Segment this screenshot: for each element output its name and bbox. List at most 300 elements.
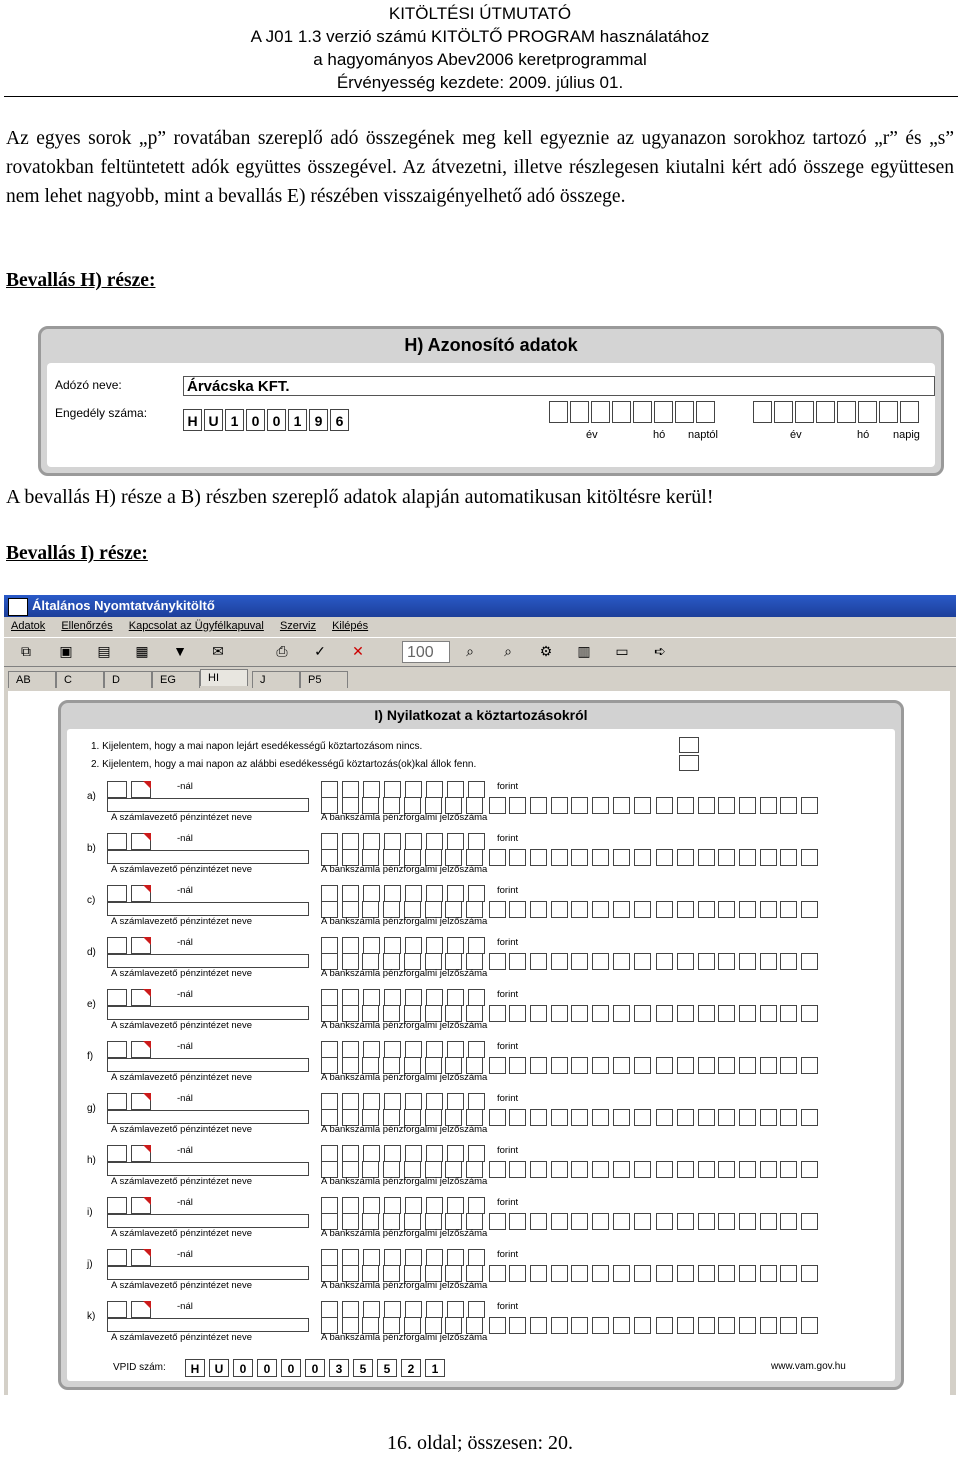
date-cell[interactable] <box>753 401 772 423</box>
amount-digit[interactable] <box>426 1301 443 1318</box>
account-digit[interactable] <box>656 797 673 814</box>
account-digit[interactable] <box>489 953 506 970</box>
amount-digit[interactable] <box>468 781 485 798</box>
bank-name-field[interactable] <box>107 1162 309 1176</box>
amount-digit[interactable] <box>363 1301 380 1318</box>
amount-digit[interactable] <box>468 1145 485 1162</box>
bank-code-box[interactable] <box>131 1249 151 1266</box>
amount-digit[interactable] <box>405 1145 422 1162</box>
amount-digit[interactable] <box>363 885 380 902</box>
account-digit[interactable] <box>718 1057 735 1074</box>
account-digit[interactable] <box>592 1161 609 1178</box>
arrow-icon[interactable]: ➪ <box>654 643 666 659</box>
bank-code-box[interactable] <box>131 1301 151 1318</box>
amount-digit[interactable] <box>447 1249 464 1266</box>
tab-ab[interactable]: AB <box>8 671 56 688</box>
account-digit[interactable] <box>718 849 735 866</box>
account-digit[interactable] <box>592 1109 609 1126</box>
amount-digit[interactable] <box>405 989 422 1006</box>
account-digit[interactable] <box>509 849 526 866</box>
menu-kapcsolat[interactable]: Kapcsolat az Ügyfélkapuval <box>128 620 264 632</box>
account-digit[interactable] <box>801 1005 818 1022</box>
account-digit[interactable] <box>634 797 651 814</box>
bank-name-field[interactable] <box>107 798 309 812</box>
account-digit[interactable] <box>613 1005 630 1022</box>
amount-digit[interactable] <box>363 989 380 1006</box>
amount-digit[interactable] <box>405 1041 422 1058</box>
bank-code-box[interactable] <box>107 1301 127 1318</box>
amount-digit[interactable] <box>321 1249 338 1266</box>
date-cell[interactable] <box>837 401 856 423</box>
amount-digit[interactable] <box>384 885 401 902</box>
filter-icon[interactable]: ▼ <box>173 643 187 659</box>
amount-digit[interactable] <box>363 1249 380 1266</box>
amount-digit[interactable] <box>342 1093 359 1110</box>
amount-digit[interactable] <box>468 1249 485 1266</box>
amount-digit[interactable] <box>384 1197 401 1214</box>
engedely-char[interactable]: 1 <box>288 409 307 431</box>
amount-digit[interactable] <box>321 1145 338 1162</box>
menu-adatok[interactable]: Adatok <box>11 620 46 632</box>
account-digit[interactable] <box>634 1005 651 1022</box>
account-digit[interactable] <box>489 1161 506 1178</box>
account-digit[interactable] <box>509 1317 526 1334</box>
account-digit[interactable] <box>551 953 568 970</box>
account-digit[interactable] <box>739 797 756 814</box>
account-digit[interactable] <box>634 1265 651 1282</box>
vpid-char[interactable]: 0 <box>305 1359 325 1377</box>
bank-name-field[interactable] <box>107 1110 309 1124</box>
account-digit[interactable] <box>656 1317 673 1334</box>
account-digit[interactable] <box>613 1109 630 1126</box>
date-cell[interactable] <box>633 401 652 423</box>
account-digit[interactable] <box>677 1265 694 1282</box>
account-digit[interactable] <box>551 1109 568 1126</box>
account-digit[interactable] <box>530 1317 547 1334</box>
amount-digit[interactable] <box>321 781 338 798</box>
amount-digit[interactable] <box>384 937 401 954</box>
account-digit[interactable] <box>718 901 735 918</box>
amount-digit[interactable] <box>447 781 464 798</box>
account-digit[interactable] <box>571 1265 588 1282</box>
account-digit[interactable] <box>677 1005 694 1022</box>
amount-digit[interactable] <box>468 1197 485 1214</box>
declaration-1-checkbox[interactable] <box>679 737 699 753</box>
account-digit[interactable] <box>489 1265 506 1282</box>
account-digit[interactable] <box>509 901 526 918</box>
account-digit[interactable] <box>698 1109 715 1126</box>
amount-digit[interactable] <box>363 937 380 954</box>
account-digit[interactable] <box>489 901 506 918</box>
account-digit[interactable] <box>739 1265 756 1282</box>
engedely-char[interactable]: H <box>183 409 202 431</box>
amount-digit[interactable] <box>384 1301 401 1318</box>
date-cell[interactable] <box>675 401 694 423</box>
copy-icon[interactable]: ⧉ <box>21 643 31 659</box>
account-digit[interactable] <box>613 849 630 866</box>
amount-digit[interactable] <box>342 1301 359 1318</box>
bank-code-box[interactable] <box>131 781 151 798</box>
account-digit[interactable] <box>780 1109 797 1126</box>
vpid-char[interactable]: U <box>209 1359 229 1377</box>
amount-digit[interactable] <box>405 885 422 902</box>
amount-digit[interactable] <box>405 1249 422 1266</box>
amount-digit[interactable] <box>468 833 485 850</box>
amount-digit[interactable] <box>405 937 422 954</box>
account-digit[interactable] <box>801 1213 818 1230</box>
date-cell[interactable] <box>774 401 793 423</box>
vpid-char[interactable]: 3 <box>329 1359 349 1377</box>
account-digit[interactable] <box>571 1213 588 1230</box>
date-cell[interactable] <box>879 401 898 423</box>
amount-digit[interactable] <box>342 781 359 798</box>
account-digit[interactable] <box>780 797 797 814</box>
amount-digit[interactable] <box>405 1197 422 1214</box>
bank-name-field[interactable] <box>107 1058 309 1072</box>
account-digit[interactable] <box>551 901 568 918</box>
account-digit[interactable] <box>551 1057 568 1074</box>
account-digit[interactable] <box>489 1317 506 1334</box>
account-digit[interactable] <box>571 1109 588 1126</box>
account-digit[interactable] <box>613 797 630 814</box>
account-digit[interactable] <box>698 901 715 918</box>
account-digit[interactable] <box>592 1213 609 1230</box>
bank-code-box[interactable] <box>131 1145 151 1162</box>
account-digit[interactable] <box>592 1057 609 1074</box>
account-digit[interactable] <box>677 1109 694 1126</box>
account-digit[interactable] <box>739 1057 756 1074</box>
account-digit[interactable] <box>760 953 777 970</box>
print-icon[interactable]: ⎙ <box>276 643 288 659</box>
save-all-icon[interactable]: ▤ <box>97 643 111 659</box>
amount-digit[interactable] <box>468 989 485 1006</box>
amount-digit[interactable] <box>342 1041 359 1058</box>
amount-digit[interactable] <box>342 1249 359 1266</box>
date-cell[interactable] <box>858 401 877 423</box>
amount-digit[interactable] <box>363 1093 380 1110</box>
account-digit[interactable] <box>489 1057 506 1074</box>
account-digit[interactable] <box>551 1005 568 1022</box>
account-digit[interactable] <box>718 1265 735 1282</box>
account-digit[interactable] <box>613 1161 630 1178</box>
zoom-field[interactable]: 100 <box>402 641 450 663</box>
account-digit[interactable] <box>698 953 715 970</box>
tab-p5[interactable]: P5 <box>300 671 348 688</box>
account-digit[interactable] <box>656 953 673 970</box>
account-digit[interactable] <box>571 953 588 970</box>
account-digit[interactable] <box>780 1265 797 1282</box>
menu-ellenorzes[interactable]: Ellenőrzés <box>61 620 113 632</box>
account-digit[interactable] <box>634 1057 651 1074</box>
account-digit[interactable] <box>801 953 818 970</box>
amount-digit[interactable] <box>447 833 464 850</box>
account-digit[interactable] <box>509 1265 526 1282</box>
amount-digit[interactable] <box>363 781 380 798</box>
account-digit[interactable] <box>739 1213 756 1230</box>
account-digit[interactable] <box>634 953 651 970</box>
bank-code-box[interactable] <box>131 1093 151 1110</box>
account-digit[interactable] <box>718 1161 735 1178</box>
account-digit[interactable] <box>677 1317 694 1334</box>
amount-digit[interactable] <box>342 885 359 902</box>
account-digit[interactable] <box>801 1057 818 1074</box>
account-digit[interactable] <box>739 849 756 866</box>
zoom-out-icon[interactable]: ⌕ <box>466 643 474 659</box>
date-cell[interactable] <box>612 401 631 423</box>
amount-digit[interactable] <box>468 885 485 902</box>
amount-digit[interactable] <box>384 989 401 1006</box>
account-digit[interactable] <box>592 1265 609 1282</box>
account-digit[interactable] <box>760 1317 777 1334</box>
amount-digit[interactable] <box>363 833 380 850</box>
date-cell[interactable] <box>816 401 835 423</box>
account-digit[interactable] <box>634 1213 651 1230</box>
account-digit[interactable] <box>698 1057 715 1074</box>
account-digit[interactable] <box>592 1005 609 1022</box>
bank-code-box[interactable] <box>107 781 127 798</box>
account-digit[interactable] <box>656 1057 673 1074</box>
account-digit[interactable] <box>571 1161 588 1178</box>
amount-digit[interactable] <box>321 989 338 1006</box>
account-digit[interactable] <box>698 1005 715 1022</box>
account-digit[interactable] <box>530 1265 547 1282</box>
account-digit[interactable] <box>801 1265 818 1282</box>
account-digit[interactable] <box>718 953 735 970</box>
date-cell[interactable] <box>570 401 589 423</box>
amount-digit[interactable] <box>384 1145 401 1162</box>
bank-code-box[interactable] <box>107 1249 127 1266</box>
amount-digit[interactable] <box>321 1301 338 1318</box>
bank-name-field[interactable] <box>107 1006 309 1020</box>
amount-digit[interactable] <box>468 1041 485 1058</box>
amount-digit[interactable] <box>342 989 359 1006</box>
adozo-name-field[interactable]: Árvácska KFT. <box>183 376 935 396</box>
amount-digit[interactable] <box>321 885 338 902</box>
check-form-icon[interactable]: ▦ <box>135 643 149 659</box>
amount-digit[interactable] <box>342 833 359 850</box>
account-digit[interactable] <box>780 1213 797 1230</box>
amount-digit[interactable] <box>447 1145 464 1162</box>
tab-eg[interactable]: EG <box>152 671 200 688</box>
account-digit[interactable] <box>698 849 715 866</box>
bank-code-box[interactable] <box>107 1041 127 1058</box>
account-digit[interactable] <box>489 1213 506 1230</box>
account-digit[interactable] <box>739 1161 756 1178</box>
amount-digit[interactable] <box>384 781 401 798</box>
bank-code-box[interactable] <box>131 1197 151 1214</box>
account-digit[interactable] <box>634 1317 651 1334</box>
account-digit[interactable] <box>780 953 797 970</box>
account-digit[interactable] <box>656 1005 673 1022</box>
account-digit[interactable] <box>656 849 673 866</box>
bank-name-field[interactable] <box>107 902 309 916</box>
amount-digit[interactable] <box>426 937 443 954</box>
save-icon[interactable]: ▣ <box>59 643 73 659</box>
tab-c[interactable]: C <box>56 671 104 688</box>
amount-digit[interactable] <box>426 1145 443 1162</box>
amount-digit[interactable] <box>426 1249 443 1266</box>
account-digit[interactable] <box>489 849 506 866</box>
account-digit[interactable] <box>551 1161 568 1178</box>
account-digit[interactable] <box>718 797 735 814</box>
amount-digit[interactable] <box>426 1093 443 1110</box>
account-digit[interactable] <box>760 1213 777 1230</box>
amount-digit[interactable] <box>405 1093 422 1110</box>
account-digit[interactable] <box>677 1057 694 1074</box>
bank-code-box[interactable] <box>107 989 127 1006</box>
amount-digit[interactable] <box>384 1093 401 1110</box>
bank-code-box[interactable] <box>107 1145 127 1162</box>
account-digit[interactable] <box>551 1317 568 1334</box>
bank-name-field[interactable] <box>107 1318 309 1332</box>
account-digit[interactable] <box>801 797 818 814</box>
account-digit[interactable] <box>760 1161 777 1178</box>
account-digit[interactable] <box>718 1005 735 1022</box>
account-digit[interactable] <box>592 849 609 866</box>
date-cell[interactable] <box>900 401 919 423</box>
tab-d[interactable]: D <box>104 671 152 688</box>
account-digit[interactable] <box>489 797 506 814</box>
date-cell[interactable] <box>654 401 673 423</box>
amount-digit[interactable] <box>384 833 401 850</box>
account-digit[interactable] <box>760 901 777 918</box>
tab-hi[interactable]: HI <box>200 669 248 686</box>
bank-name-field[interactable] <box>107 1266 309 1280</box>
account-digit[interactable] <box>613 1057 630 1074</box>
amount-digit[interactable] <box>468 937 485 954</box>
amount-digit[interactable] <box>447 1301 464 1318</box>
calculator-icon[interactable]: ▥ <box>577 643 591 659</box>
account-digit[interactable] <box>801 1317 818 1334</box>
account-digit[interactable] <box>571 1057 588 1074</box>
account-digit[interactable] <box>698 1213 715 1230</box>
bank-code-box[interactable] <box>107 1093 127 1110</box>
amount-digit[interactable] <box>321 1093 338 1110</box>
bank-code-box[interactable] <box>107 885 127 902</box>
account-digit[interactable] <box>718 1109 735 1126</box>
account-digit[interactable] <box>760 1057 777 1074</box>
date-cell[interactable] <box>696 401 715 423</box>
amount-digit[interactable] <box>405 1301 422 1318</box>
menu-szerviz[interactable]: Szerviz <box>279 620 316 632</box>
amount-digit[interactable] <box>426 885 443 902</box>
account-digit[interactable] <box>530 849 547 866</box>
date-cell[interactable] <box>549 401 568 423</box>
bank-code-box[interactable] <box>131 1041 151 1058</box>
amount-digit[interactable] <box>321 833 338 850</box>
amount-digit[interactable] <box>342 1197 359 1214</box>
account-digit[interactable] <box>760 797 777 814</box>
account-digit[interactable] <box>760 1265 777 1282</box>
engedely-char[interactable]: U <box>204 409 223 431</box>
amount-digit[interactable] <box>384 1041 401 1058</box>
account-digit[interactable] <box>613 953 630 970</box>
account-digit[interactable] <box>739 953 756 970</box>
account-digit[interactable] <box>530 1057 547 1074</box>
amount-digit[interactable] <box>447 885 464 902</box>
tab-j[interactable]: J <box>252 671 300 688</box>
account-digit[interactable] <box>780 1317 797 1334</box>
account-digit[interactable] <box>634 901 651 918</box>
account-digit[interactable] <box>760 1005 777 1022</box>
bank-code-box[interactable] <box>107 1197 127 1214</box>
account-digit[interactable] <box>530 953 547 970</box>
mail-icon[interactable]: ✉ <box>212 643 224 659</box>
account-digit[interactable] <box>760 1109 777 1126</box>
account-digit[interactable] <box>698 797 715 814</box>
account-digit[interactable] <box>677 1161 694 1178</box>
bank-code-box[interactable] <box>131 937 151 954</box>
check-icon[interactable]: ✓ <box>314 643 326 659</box>
account-digit[interactable] <box>551 1265 568 1282</box>
account-digit[interactable] <box>698 1317 715 1334</box>
account-digit[interactable] <box>530 1161 547 1178</box>
amount-digit[interactable] <box>447 989 464 1006</box>
account-digit[interactable] <box>551 797 568 814</box>
bank-code-box[interactable] <box>131 885 151 902</box>
engedely-char[interactable]: 9 <box>309 409 328 431</box>
vpid-char[interactable]: 2 <box>401 1359 421 1377</box>
account-digit[interactable] <box>592 953 609 970</box>
account-digit[interactable] <box>571 1005 588 1022</box>
amount-digit[interactable] <box>405 833 422 850</box>
account-digit[interactable] <box>801 849 818 866</box>
account-digit[interactable] <box>718 1317 735 1334</box>
engedely-char[interactable]: 0 <box>246 409 265 431</box>
account-digit[interactable] <box>780 1057 797 1074</box>
window-icon[interactable]: ▭ <box>615 643 629 659</box>
engedely-char[interactable]: 0 <box>267 409 286 431</box>
settings-icon[interactable]: ⚙ <box>539 643 553 659</box>
vpid-char[interactable]: 0 <box>233 1359 253 1377</box>
amount-digit[interactable] <box>321 1197 338 1214</box>
account-digit[interactable] <box>530 1005 547 1022</box>
amount-digit[interactable] <box>363 1197 380 1214</box>
account-digit[interactable] <box>739 1109 756 1126</box>
vpid-char[interactable]: 0 <box>281 1359 301 1377</box>
account-digit[interactable] <box>634 849 651 866</box>
account-digit[interactable] <box>509 1161 526 1178</box>
account-digit[interactable] <box>801 1161 818 1178</box>
account-digit[interactable] <box>571 849 588 866</box>
engedely-char[interactable]: 1 <box>225 409 244 431</box>
account-digit[interactable] <box>509 1057 526 1074</box>
amount-digit[interactable] <box>384 1249 401 1266</box>
account-digit[interactable] <box>718 1213 735 1230</box>
date-cell[interactable] <box>795 401 814 423</box>
account-digit[interactable] <box>634 1109 651 1126</box>
account-digit[interactable] <box>571 1317 588 1334</box>
account-digit[interactable] <box>656 1213 673 1230</box>
account-digit[interactable] <box>592 901 609 918</box>
amount-digit[interactable] <box>426 1041 443 1058</box>
amount-digit[interactable] <box>468 1093 485 1110</box>
account-digit[interactable] <box>801 1109 818 1126</box>
account-digit[interactable] <box>592 1317 609 1334</box>
account-digit[interactable] <box>613 1213 630 1230</box>
vpid-char[interactable]: 0 <box>257 1359 277 1377</box>
account-digit[interactable] <box>509 1109 526 1126</box>
menu-kilepes[interactable]: Kilépés <box>332 620 369 632</box>
amount-digit[interactable] <box>447 937 464 954</box>
account-digit[interactable] <box>760 849 777 866</box>
vpid-char[interactable]: 5 <box>353 1359 373 1377</box>
amount-digit[interactable] <box>426 1197 443 1214</box>
amount-digit[interactable] <box>405 781 422 798</box>
amount-digit[interactable] <box>426 781 443 798</box>
account-digit[interactable] <box>489 1005 506 1022</box>
bank-code-box[interactable] <box>131 989 151 1006</box>
